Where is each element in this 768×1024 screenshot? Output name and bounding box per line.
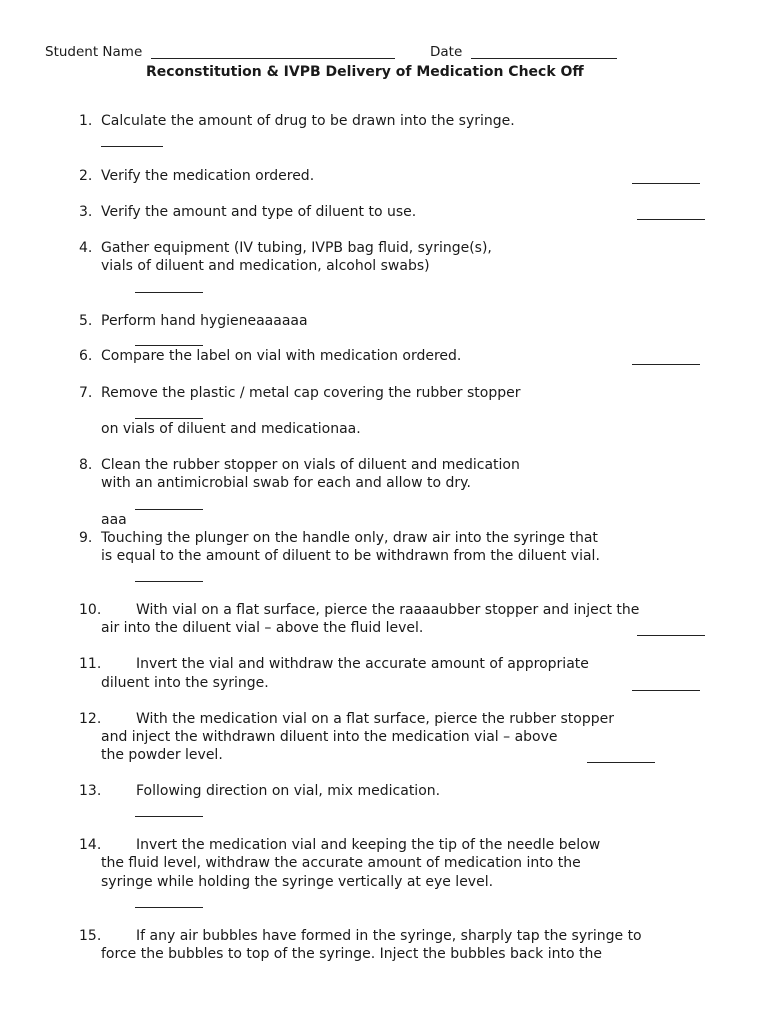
- item-number: 14.: [79, 837, 102, 853]
- check-off-blank[interactable]: [587, 762, 655, 763]
- item-text: syringe while holding the syringe vertically at eye level.: [101, 874, 494, 890]
- item-text: with an antimicrobial swab for each and allow to dry.: [101, 475, 471, 491]
- check-off-blank[interactable]: [637, 219, 705, 220]
- item-text: aaa: [101, 512, 127, 528]
- item-number: 15.: [79, 928, 102, 944]
- item-number: 8.: [79, 457, 93, 473]
- item-text: is equal to the amount of diluent to be withdrawn from the diluent vial.: [101, 548, 600, 564]
- item-text: force the bubbles to top of the syringe. Inject the bubbles back into the: [101, 946, 602, 962]
- check-off-blank[interactable]: [632, 690, 700, 691]
- item-text: air into the diluent vial – above the fluid level.: [101, 620, 424, 636]
- item-text: Touching the plunger on the handle only, draw air into the syringe that: [101, 530, 598, 546]
- item-number: 6.: [79, 348, 93, 364]
- item-text: Clean the rubber stopper on vials of diluent and medication: [101, 457, 520, 473]
- check-off-blank[interactable]: [135, 292, 203, 293]
- item-text: Invert the vial and withdraw the accurate amount of appropriate: [136, 656, 589, 672]
- check-off-blank[interactable]: [135, 907, 203, 908]
- item-text: the powder level.: [101, 747, 223, 763]
- item-text: Calculate the amount of drug to be drawn into the syringe.: [101, 113, 515, 129]
- item-text: Perform hand hygieneaaaaaa: [101, 313, 308, 329]
- item-text: If any air bubbles have formed in the syringe, sharply tap the syringe to: [136, 928, 642, 944]
- item-number: 4.: [79, 240, 93, 256]
- item-number: 5.: [79, 313, 93, 329]
- item-text: Remove the plastic / metal cap covering the rubber stopper: [101, 385, 521, 401]
- item-text: the fluid level, withdraw the accurate amount of medication into the: [101, 855, 581, 871]
- item-text: With vial on a flat surface, pierce the raaaaubber stopper and inject the: [136, 602, 640, 618]
- student-name-field[interactable]: [151, 58, 395, 59]
- item-text: and inject the withdrawn diluent into the medication vial – above: [101, 729, 558, 745]
- item-number: 13.: [79, 783, 102, 799]
- check-off-blank[interactable]: [632, 364, 700, 365]
- item-text: on vials of diluent and medicationaa.: [101, 421, 361, 437]
- check-off-blank[interactable]: [135, 509, 203, 510]
- check-off-blank[interactable]: [135, 418, 203, 419]
- item-number: 10.: [79, 602, 102, 618]
- check-off-blank[interactable]: [135, 345, 203, 346]
- item-number: 11.: [79, 656, 102, 672]
- check-off-blank[interactable]: [135, 581, 203, 582]
- item-text: Verify the amount and type of diluent to use.: [101, 204, 417, 220]
- item-number: 7.: [79, 385, 93, 401]
- check-off-blank[interactable]: [637, 635, 705, 636]
- item-number: 1.: [79, 113, 93, 129]
- check-off-blank[interactable]: [101, 146, 163, 147]
- item-text: With the medication vial on a flat surface, pierce the rubber stopper: [136, 711, 614, 727]
- item-number: 2.: [79, 168, 93, 184]
- page-title: Reconstitution & IVPB Delivery of Medication Check Off: [146, 64, 584, 80]
- item-number: 3.: [79, 204, 93, 220]
- item-text: Gather equipment (IV tubing, IVPB bag fluid, syringe(s),: [101, 240, 492, 256]
- item-text: Verify the medication ordered.: [101, 168, 315, 184]
- item-number: 12.: [79, 711, 102, 727]
- student-name-label: Student Name: [45, 44, 143, 60]
- item-text: vials of diluent and medication, alcohol swabs): [101, 258, 430, 274]
- date-field[interactable]: [471, 58, 617, 59]
- item-text: Following direction on vial, mix medication.: [136, 783, 441, 799]
- item-text: Compare the label on vial with medication ordered.: [101, 348, 462, 364]
- date-label: Date: [430, 44, 463, 60]
- item-text: Invert the medication vial and keeping the tip of the needle below: [136, 837, 601, 853]
- item-text: diluent into the syringe.: [101, 675, 269, 691]
- item-number: 9.: [79, 530, 93, 546]
- check-off-blank[interactable]: [135, 816, 203, 817]
- check-off-blank[interactable]: [632, 183, 700, 184]
